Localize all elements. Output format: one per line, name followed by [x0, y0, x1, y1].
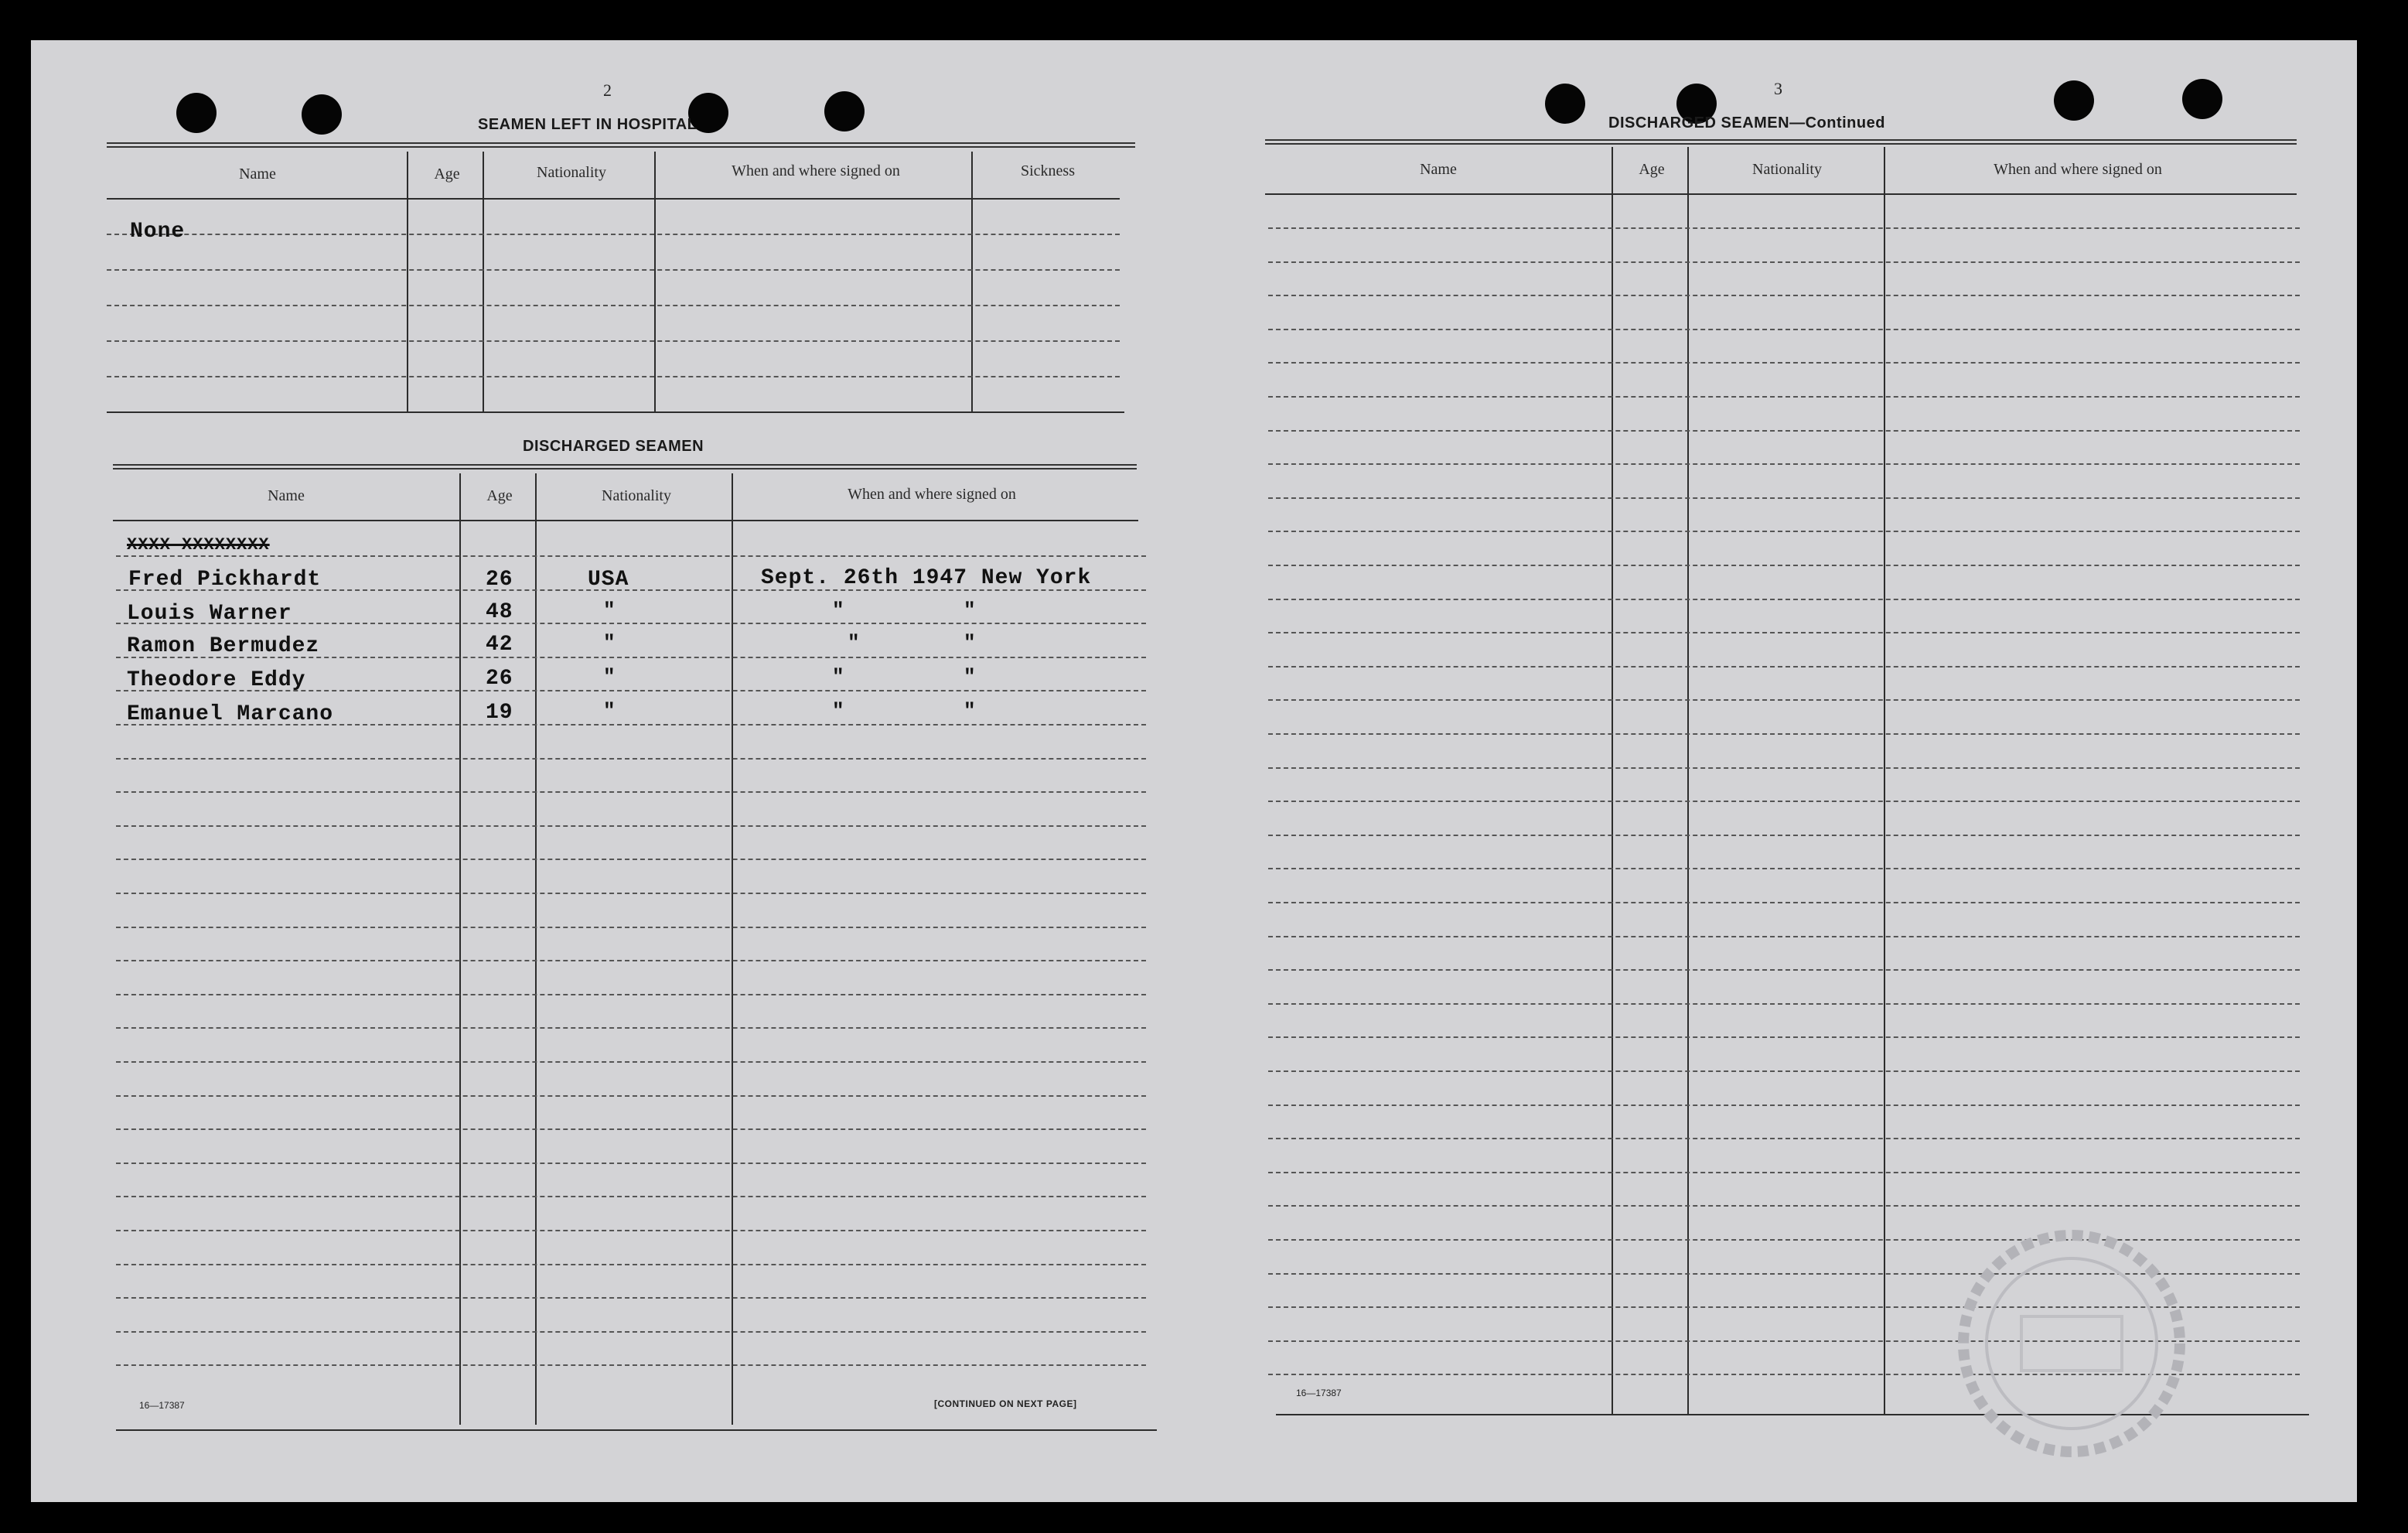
ruled-line [116, 927, 1146, 928]
ruled-line [1268, 1205, 2300, 1207]
punch-hole [2182, 79, 2222, 119]
ruled-line [1268, 733, 2300, 735]
ditto-mark: " [964, 599, 976, 622]
ruled-line [1268, 936, 2300, 937]
discharged-header-rule [113, 520, 1138, 521]
ruled-line [116, 1230, 1146, 1231]
seaman-signed-on: Sept. 26th 1947 New York [761, 566, 1092, 590]
seaman-name: Fred Pickhardt [128, 568, 322, 592]
discharged-col-signed-on: When and where signed on [848, 486, 1016, 503]
discharged-col-nationality: Nationality [602, 487, 671, 504]
hospital-col-divider [654, 152, 656, 413]
ruled-line [116, 1163, 1146, 1164]
ruled-line [116, 960, 1146, 961]
ruled-line [1268, 565, 2300, 566]
ruled-line [1268, 835, 2300, 836]
punch-hole [176, 93, 217, 133]
ditto-mark: " [832, 665, 844, 688]
ruled-line [116, 893, 1146, 894]
hospital-col-nationality: Nationality [537, 164, 606, 181]
form-number-left: 16—17387 [139, 1400, 185, 1411]
struck-out-entry: XXXX XXXXXXXX [127, 535, 270, 555]
ruled-line [116, 1364, 1146, 1366]
page-number-right: 3 [1774, 79, 1782, 98]
discharged-section-title: DISCHARGED SEAMEN [523, 438, 704, 455]
ruled-line [1268, 1105, 2300, 1106]
discharged-continued-title: DISCHARGED SEAMEN—Continued [1608, 114, 1885, 131]
ditto-mark: " [603, 631, 616, 654]
form-number-right: 16—17387 [1296, 1388, 1342, 1398]
seaman-name: Theodore Eddy [127, 668, 306, 692]
ruled-line [1268, 599, 2300, 600]
right-col-divider [1687, 147, 1689, 1414]
discharged-col-age: Age [486, 487, 513, 504]
ruled-line [116, 994, 1146, 995]
ruled-line [116, 1061, 1146, 1063]
ruled-line [116, 1297, 1146, 1299]
hospital-header-rule [107, 198, 1120, 200]
right-col-age: Age [1639, 161, 1665, 178]
hospital-col-name: Name [239, 166, 276, 183]
right-col-nationality: Nationality [1752, 161, 1822, 178]
right-col-signed-on: When and where signed on [1994, 161, 2162, 178]
ditto-mark: " [832, 699, 844, 722]
ruled-line [1268, 902, 2300, 903]
hospital-entry-none: None [130, 220, 186, 244]
ruled-line [116, 1128, 1146, 1130]
hospital-col-divider [407, 152, 408, 413]
ruled-line [116, 555, 1146, 557]
ruled-line [1268, 497, 2300, 499]
hospital-col-signed-on: When and where signed on [732, 162, 900, 179]
hospital-ruled-line [107, 305, 1120, 306]
ruled-line [1268, 666, 2300, 667]
ditto-mark: " [848, 631, 860, 654]
hospital-col-age: Age [434, 166, 460, 183]
ditto-mark: " [964, 631, 976, 654]
right-header-rule [1265, 193, 2297, 195]
punch-hole [1545, 84, 1585, 124]
ditto-mark: " [603, 665, 616, 688]
discharged-col-divider [459, 473, 461, 1425]
document-sheet [31, 40, 2357, 1502]
hospital-section-title: SEAMEN LEFT IN HOSPITAL [478, 116, 698, 133]
ruled-line [1268, 531, 2300, 532]
ruled-line [116, 1331, 1146, 1333]
ruled-line [116, 1264, 1146, 1265]
discharged-table-bottom-rule [116, 1429, 1157, 1431]
ruled-line [1268, 632, 2300, 633]
ruled-line [1268, 227, 2300, 229]
ruled-line [1268, 1003, 2300, 1005]
ditto-mark: " [603, 699, 616, 722]
punch-hole [2054, 80, 2094, 121]
ruled-line [1268, 868, 2300, 869]
ruled-line [116, 791, 1146, 793]
page-number-left: 2 [603, 80, 612, 100]
hospital-ruled-line [107, 269, 1120, 271]
hospital-table-bottom-rule [107, 411, 1124, 413]
ruled-line [1268, 1172, 2300, 1173]
ruled-line [1268, 329, 2300, 330]
punch-hole [824, 91, 865, 131]
hospital-col-sickness: Sickness [1021, 162, 1075, 179]
seaman-name: Louis Warner [127, 602, 292, 626]
ruled-line [1268, 463, 2300, 465]
ruled-line [1268, 1036, 2300, 1038]
right-table-top-rule [1265, 139, 2297, 145]
continued-note: [CONTINUED ON NEXT PAGE] [934, 1398, 1077, 1409]
discharged-col-name: Name [268, 487, 305, 504]
hospital-ruled-line [107, 234, 1120, 235]
punch-hole [302, 94, 342, 135]
seaman-age: 48 [486, 600, 513, 624]
seaman-age: 26 [486, 667, 513, 691]
hospital-table-top-rule [107, 142, 1135, 148]
ruled-line [116, 1027, 1146, 1029]
seaman-age: 42 [486, 633, 513, 657]
hospital-ruled-line [107, 376, 1120, 377]
seaman-nationality: USA [588, 568, 629, 592]
discharged-col-divider [535, 473, 537, 1425]
ruled-line [1268, 396, 2300, 398]
seaman-name: Ramon Bermudez [127, 634, 320, 658]
faint-circular-stamp [1944, 1224, 2199, 1463]
ruled-line [1268, 969, 2300, 971]
ruled-line [1268, 295, 2300, 296]
ditto-mark: " [603, 599, 616, 622]
ditto-mark: " [964, 699, 976, 722]
ruled-line [1268, 362, 2300, 364]
seaman-age: 19 [486, 701, 513, 725]
ruled-line [1268, 801, 2300, 802]
right-col-divider [1884, 147, 1885, 1414]
ruled-line [1268, 261, 2300, 263]
ditto-mark: " [964, 665, 976, 688]
seaman-name: Emanuel Marcano [127, 702, 334, 726]
ruled-line [1268, 767, 2300, 769]
right-col-divider [1612, 147, 1613, 1414]
ruled-line [116, 859, 1146, 860]
hospital-ruled-line [107, 340, 1120, 342]
discharged-col-divider [732, 473, 733, 1425]
ruled-line [1268, 1070, 2300, 1072]
ruled-line [1268, 699, 2300, 701]
hospital-col-divider [971, 152, 973, 413]
hospital-col-divider [483, 152, 484, 413]
ruled-line [116, 825, 1146, 827]
right-col-name: Name [1420, 161, 1457, 178]
ruled-line [116, 758, 1146, 760]
discharged-table-top-rule [113, 464, 1137, 469]
seaman-age: 26 [486, 568, 513, 592]
ruled-line [116, 1196, 1146, 1197]
ruled-line [1268, 430, 2300, 432]
ruled-line [1268, 1138, 2300, 1139]
ruled-line [116, 1095, 1146, 1097]
ditto-mark: " [832, 599, 844, 622]
